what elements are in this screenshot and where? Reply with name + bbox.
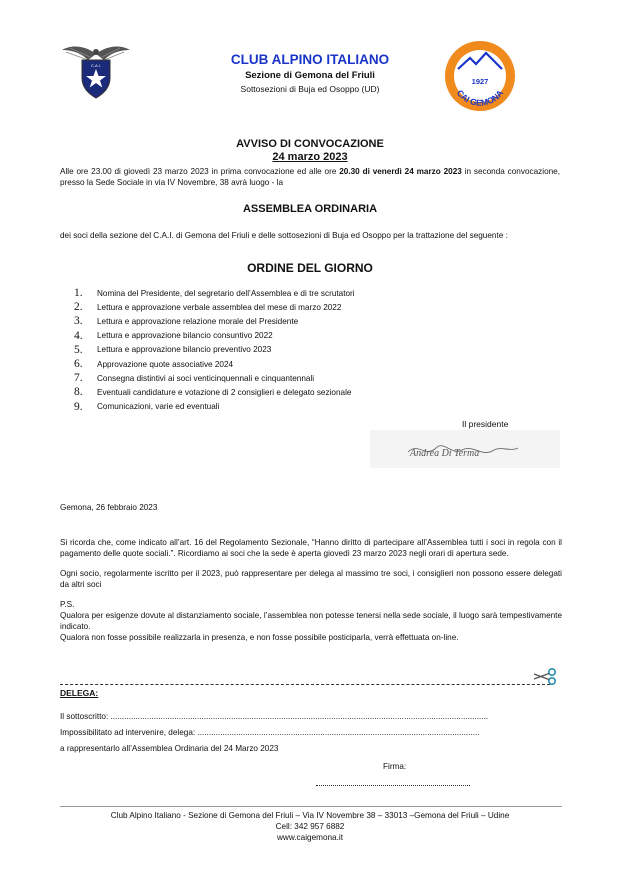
subsections-label: Sottosezioni di Buja ed Osoppo (UD)	[240, 84, 380, 94]
represent-text: a rappresentarlo all’Assemblea Ordinaria del 24 Marzo 2023	[60, 744, 279, 753]
ps-paragraph-2: Qualora non fosse possibile realizzarla in presenza, e non fosse possibile posticiparla, verrà effettuata on-line.	[60, 633, 459, 642]
agenda-item	[74, 329, 554, 343]
svg-text:C.A.I.: C.A.I.	[90, 63, 102, 68]
delegate-field: Impossibilitato ad intervenire, delega: ............................................................................................................................	[60, 728, 480, 737]
scissors-icon	[530, 666, 560, 686]
agenda-item	[74, 385, 554, 399]
agenda-item	[74, 371, 554, 385]
agenda-item-text: Lettura e approvazione relazione morale del Presidente	[97, 316, 299, 326]
agenda-item	[74, 286, 554, 300]
agenda-item-number: 2.	[74, 301, 83, 314]
agenda-item-text: Eventuali candidature e votazione di 2 consiglieri e delegato sezionale	[97, 387, 352, 397]
proxy-rule-paragraph: Ogni socio, regolarmente iscritto per il 2023, può rappresentare per delega al massimo tre soci, i consiglieri non possono essere delegati da altri soci	[60, 569, 562, 589]
president-signature	[370, 428, 560, 470]
president-label: Il presidente	[462, 419, 509, 429]
reminder-paragraph: Si ricorda che, come indicato all’art. 16 del Regolamento Sezionale, “Hanno diritto di partecipare all’Assemblea tutti i soci in regola con il pagamento delle quote sociali.”. Ricordiamo ai soci che la sede è aperta giovedì 23 marzo 2023 negli orari di apertura sede.	[60, 538, 562, 558]
section-name: Sezione di Gemona del Friuli	[245, 70, 375, 81]
agenda-item	[74, 314, 554, 328]
agenda-item	[74, 343, 554, 357]
firma-label: Firma:	[383, 762, 407, 771]
agenda-item-number: 3.	[74, 315, 83, 328]
agenda-item-number: 7.	[74, 372, 83, 385]
notice-date: 24 marzo 2023	[272, 151, 348, 163]
cut-line	[60, 684, 550, 685]
ps-paragraph-1: Qualora per esigenze dovute al distanziamento sociale, l’assemblea non potesse tenersi nella sede sociale, il luogo sarà tempestivamente indicato.	[60, 611, 562, 631]
cai-gemona-logo	[440, 36, 520, 116]
ps-label: P.S.	[60, 600, 75, 609]
agenda-list	[74, 286, 554, 414]
firma-signature-line	[316, 785, 470, 786]
agenda-item-text: Nomina del Presidente, del segretario dell’Assemblea e di tre scrutatori	[97, 288, 355, 298]
agenda-item-number: 4.	[74, 329, 83, 342]
date-place: Gemona, 26 febbraio 2023	[60, 503, 158, 512]
logo-text: CAI GEMONA	[454, 87, 506, 108]
agenda-item-text: Consegna distintivi ai soci venticinquennali e cinquantennali	[97, 373, 315, 383]
notice-title: AVVISO DI CONVOCAZIONE	[236, 138, 384, 150]
agenda-item-text: Lettura e approvazione bilancio consuntivo 2022	[97, 331, 273, 341]
agenda-item-number: 1.	[74, 287, 83, 300]
agenda-item-text: Approvazione quote associative 2024	[97, 359, 234, 369]
footer-address: Club Alpino Italiano - Sezione di Gemona del Friuli – Via IV Novembre 38 – 33013 –Gemona del Friuli – Udine	[110, 811, 510, 820]
second-call-time: 20.30 di venerdì 24 marzo 2023	[339, 167, 462, 176]
delega-label: DELEGA:	[60, 688, 99, 698]
agenda-item	[74, 300, 554, 314]
agenda-item	[74, 400, 554, 414]
club-name: CLUB ALPINO ITALIANO	[230, 52, 390, 67]
cai-eagle-emblem	[60, 40, 132, 102]
convocation-intro: Alle ore 23.00 di giovedì 23 marzo 2023 in prima convocazione ed alle ore 20.30 di venerdì 24 marzo 2023 in seconda convocazione, presso la Sede Sociale in via IV Novembre, 38 avrà luogo - la	[60, 167, 561, 187]
assembly-title: ASSEMBLEA ORDINARIA	[242, 203, 378, 215]
agenda-item-text: Lettura e approvazione verbale assemblea del mese di marzo 2022	[97, 302, 342, 312]
members-text: dei soci della sezione del C.A.I. di Gemona del Friuli e delle sottosezioni di Buja ed Osoppo per la trattazione del seguente :	[60, 231, 508, 240]
agenda-item-text: Lettura e approvazione bilancio preventivo 2023	[97, 345, 272, 355]
agenda-item	[74, 357, 554, 371]
agenda-item-number: 9.	[74, 400, 83, 413]
agenda-item-text: Comunicazioni, varie ed eventuali	[97, 402, 220, 412]
logo-year: 1927	[471, 77, 489, 86]
agenda-title: ORDINE DEL GIORNO	[247, 261, 373, 275]
agenda-item-number: 8.	[74, 386, 83, 399]
undersigned-field: Il sottoscritto: ......................................................................................................................................................................	[60, 712, 489, 721]
footer-website: www.caigemona.it	[277, 833, 343, 842]
footer-divider	[60, 806, 562, 807]
signature-text: Andrea Di Terma	[410, 448, 480, 459]
agenda-item-number: 5.	[74, 343, 83, 356]
agenda-item-number: 6.	[74, 358, 83, 371]
footer-phone: Cell: 342 957 6882	[275, 822, 345, 831]
